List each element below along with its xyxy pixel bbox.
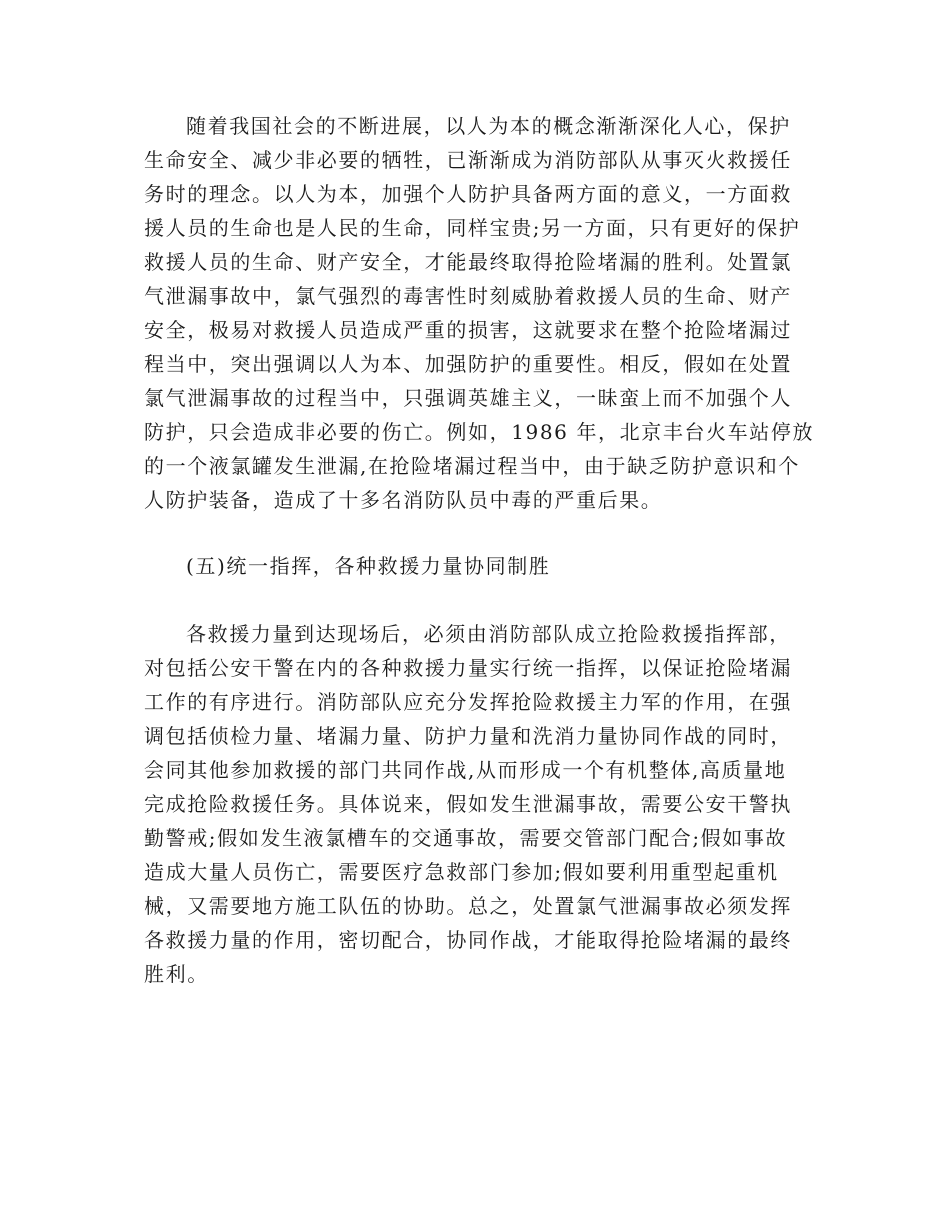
text-line: 胜利。 — [144, 962, 209, 986]
text-line: 调包括侦检力量、堵漏力量、防护力量和洗消力量协同作战的同时， — [144, 724, 792, 748]
text-line: 工作的有序进行。消防部队应充分发挥抢险救援主力军的作用，在强 — [144, 690, 792, 714]
text-line: 会同其他参加救援的部门共同作战,从而形成一个有机整体,高质量地 — [144, 758, 787, 782]
text-line: 务时的理念。以人为本，加强个人防护具备两方面的意义，一方面救 — [144, 182, 792, 206]
text-line: 各救援力量的作用，密切配合，协同作战，才能取得抢险堵漏的最终 — [144, 928, 792, 952]
text-line: 安全，极易对救援人员造成严重的损害，这就要求在整个抢险堵漏过 — [144, 318, 792, 342]
text-line: 气泄漏事故中，氯气强烈的毒害性时刻威胁着救援人员的生命、财产 — [144, 284, 792, 308]
text-line: 各救援力量到达现场后，必须由消防部队成立抢险救援指挥部， — [186, 622, 791, 646]
text-line: 械，又需要地方施工队伍的协助。总之，处置氯气泄漏事故必须发挥 — [144, 894, 792, 918]
text-line: 随着我国社会的不断进展，以人为本的概念渐渐深化人心，保护 — [186, 114, 791, 138]
text-line: 氯气泄漏事故的过程当中，只强调英雄主义，一昧蛮上而不加强个人 — [144, 386, 792, 410]
text-line: 程当中，突出强调以人为本、加强防护的重要性。相反，假如在处置 — [144, 352, 792, 376]
text-line: 人防护装备，造成了十多名消防队员中毒的严重后果。 — [144, 488, 663, 512]
text-line: 援人员的生命也是人民的生命，同样宝贵;另一方面，只有更好的保护 — [144, 216, 801, 240]
text-line: 对包括公安干警在内的各种救援力量实行统一指挥，以保证抢险堵漏 — [144, 656, 792, 680]
text-line: 完成抢险救援任务。具体说来，假如发生泄漏事故，需要公安干警执 — [144, 792, 792, 816]
text-line: 防护，只会造成非必要的伤亡。例如，1986 年，北京丰台火车站停放 — [144, 420, 815, 444]
section-heading-text: (五)统一指挥，各种救援力量协同制胜 — [186, 554, 551, 578]
text-line: 生命安全、减少非必要的牺牲，已渐渐成为消防部队从事灭火救援任 — [144, 148, 792, 172]
text-line: 造成大量人员伤亡，需要医疗急救部门参加;假如要利用重型起重机 — [144, 860, 779, 884]
text-line: 勤警戒;假如发生液氯槽车的交通事故，需要交管部门配合;假如事故 — [144, 826, 788, 850]
text-line: 救援人员的生命、财产安全，才能最终取得抢险堵漏的胜利。处置氯 — [144, 250, 792, 274]
text-line: 的一个液氯罐发生泄漏,在抢险堵漏过程当中，由于缺乏防护意识和个 — [144, 454, 800, 478]
